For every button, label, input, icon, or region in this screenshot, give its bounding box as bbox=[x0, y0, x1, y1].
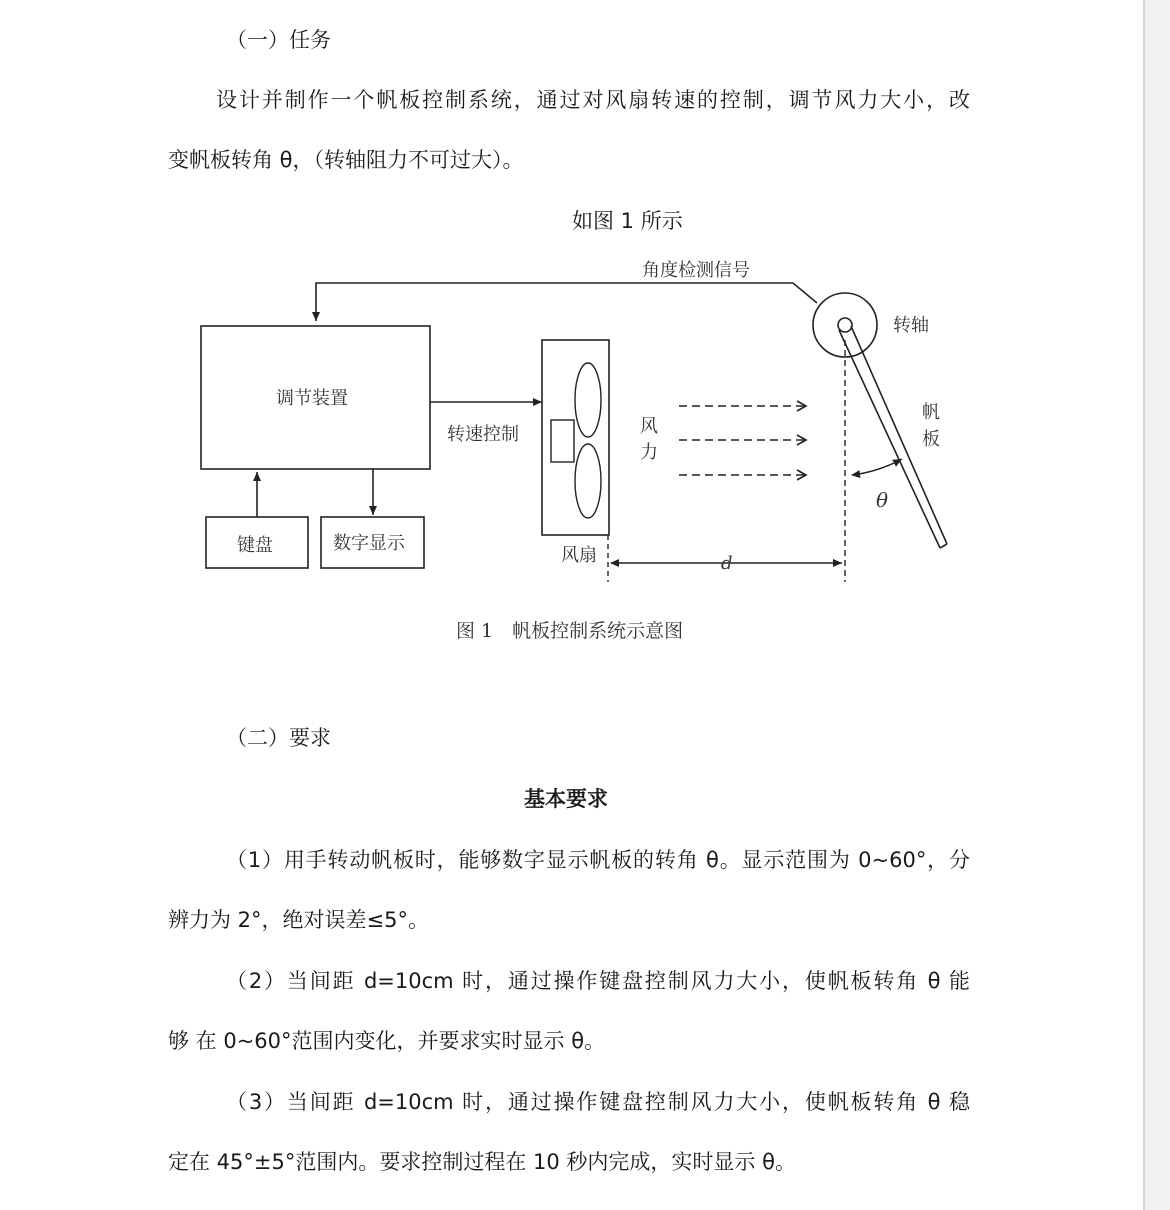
basic-requirements-heading: 基本要求 bbox=[524, 787, 608, 811]
section1-heading: （一）任务 bbox=[226, 28, 331, 52]
wind-label-1: 风 bbox=[640, 416, 658, 437]
viewer-scroll-gutter[interactable] bbox=[1143, 0, 1170, 1210]
req1-line1: （1）用手转动帆板时，能够数字显示帆板的转角 θ。显示范围为 0~60°，分 bbox=[226, 848, 970, 872]
req1-line2: 辨力为 2°，绝对误差≤5°。 bbox=[168, 908, 429, 932]
axis-label: 转轴 bbox=[893, 315, 929, 336]
fan-blade-bottom bbox=[575, 444, 601, 518]
sail-label-1: 帆 bbox=[922, 402, 940, 423]
display-label: 数字显示 bbox=[333, 533, 405, 554]
theta-arc bbox=[852, 459, 902, 475]
angle-signal-label: 角度检测信号 bbox=[642, 260, 750, 281]
para1-line2: 变帆板转角 θ，（转轴阻力不可过大）。 bbox=[168, 148, 524, 172]
fan-blade-top bbox=[575, 363, 601, 437]
sail-label-2: 板 bbox=[922, 429, 940, 450]
section2-heading: （二）要求 bbox=[226, 726, 331, 750]
req2-line1: （2）当间距 d=10cm 时，通过操作键盘控制风力大小，使帆板转角 θ 能 bbox=[226, 969, 970, 993]
fan-label: 风扇 bbox=[561, 545, 597, 566]
req3-line1: （3）当间距 d=10cm 时，通过操作键盘控制风力大小，使帆板转角 θ 稳 bbox=[226, 1090, 970, 1114]
wind-label-2: 力 bbox=[640, 442, 658, 463]
angle-signal-line bbox=[316, 283, 817, 321]
theta-label: θ bbox=[876, 488, 889, 512]
distance-label: d bbox=[721, 553, 733, 574]
axis-inner-circle bbox=[838, 318, 852, 332]
fan-motor bbox=[551, 420, 574, 462]
figure-reference: 如图 1 所示 bbox=[572, 209, 683, 233]
keyboard-label: 键盘 bbox=[237, 535, 273, 556]
para1-line1: 设计并制作一个帆板控制系统，通过对风扇转速的控制，调节风力大小，改 bbox=[216, 88, 970, 112]
axis-outer-circle bbox=[813, 293, 877, 357]
speed-control-label: 转速控制 bbox=[447, 424, 519, 445]
controller-label: 调节装置 bbox=[276, 388, 348, 409]
req3-line2: 定在 45°±5°范围内。要求控制过程在 10 秒内完成，实时显示 θ。 bbox=[168, 1150, 796, 1174]
sail-control-diagram bbox=[0, 240, 1143, 660]
req2-line2: 够 在 0~60°范围内变化，并要求实时显示 θ。 bbox=[168, 1029, 606, 1053]
figure-caption: 图 1 帆板控制系统示意图 bbox=[456, 620, 684, 642]
